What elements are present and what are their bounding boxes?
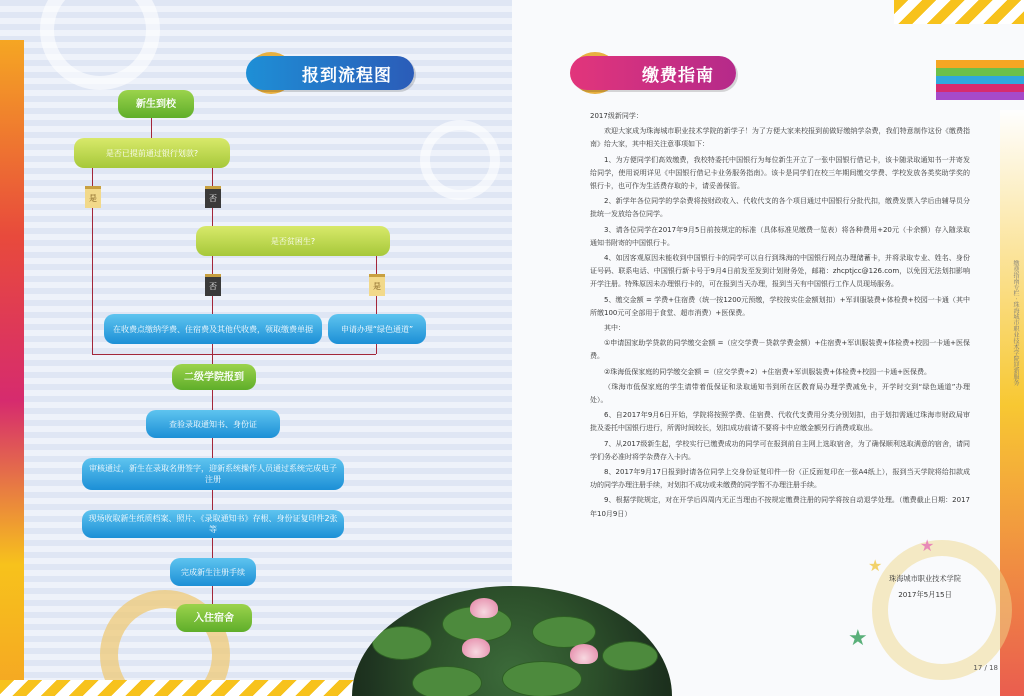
- lily-pad: [372, 626, 432, 660]
- paragraph: （珠海市低保家庭的学生请带着低保证和录取通知书到所在区教育局办理学费减免卡，开学时交到“绿色通道”办理处）。: [590, 382, 970, 405]
- paragraph: 7、从2017级新生起，学校实行已缴费成功的同学可在报到前自主网上选取宿舍，为了确保顺利选取满意的宿舍，请同学们务必准时将学杂费存入卡内。: [590, 439, 970, 461]
- star-icon: ★: [920, 536, 935, 555]
- flow-connector: [151, 118, 152, 138]
- flow-college-report: 二级学院报到: [172, 364, 256, 390]
- paragraph: 其中：: [604, 324, 625, 333]
- deco-circle: [872, 540, 1012, 680]
- section-title-registration: 报到流程图: [246, 56, 414, 90]
- lily-pad: [502, 661, 582, 696]
- flow-label-no: 否: [205, 186, 221, 208]
- paragraph: ②珠海低保家庭的同学缴交金额 =（应交学费÷2）+住宿费+军训服装费+体检费+校园一卡通+医保费。: [604, 367, 932, 376]
- page-number: 17 / 18: [973, 664, 998, 672]
- lotus-flower: [470, 598, 498, 618]
- flow-connector: [212, 390, 213, 410]
- paragraph: 欢迎大家成为珠海城市职业技术学院的新学子！为了方便大家来校报到前做好缴纳学杂费，我们特意制作这份《缴费指南》给大家，其中相关注意事项如下：: [590, 127, 970, 149]
- lotus-flower: [462, 638, 490, 658]
- paragraph: 6、自2017年9月6日开始，学院将按照学费、住宿费、代收代支费用分类分别划扣，由于划扣需通过珠海市财政局审批及委托中国银行进行，所需时间较长，划扣成功前请不要将卡中应缴金额另行消费或取出。: [590, 411, 970, 433]
- star-icon: ★: [868, 556, 883, 575]
- flow-label-yes: 是: [369, 274, 385, 296]
- flow-connector: [212, 490, 213, 510]
- paragraph: 5、缴交金额 = 学费+住宿费（统一按1200元预缴，学校按实住金额划扣）+军训服装费+体检费+校园一卡通（其中所缴100元可全部用于食堂、超市消费）+医保费。: [590, 295, 970, 317]
- signature-date: 2017年5月15日: [898, 590, 952, 599]
- flow-connector: [212, 586, 213, 604]
- flow-question-poverty: 是否贫困生?: [196, 226, 390, 256]
- flow-question-bank-transfer: 是否已提前通过银行划款?: [74, 138, 230, 168]
- greeting: 2017级新同学：: [590, 112, 643, 120]
- deco-circle: [40, 0, 160, 90]
- flow-finish-registration: 完成新生注册手续: [170, 558, 256, 586]
- paragraph: 9、根据学院规定，对在开学后四周内无正当理由不按规定缴费注册的同学将按自动退学处理。（缴费截止日期：2017年10月9日）: [590, 496, 970, 518]
- flow-electronic-register: 审核通过，新生在录取名册签字，迎新系统操作人员通过系统完成电子注册: [82, 458, 344, 490]
- flow-connector: [212, 438, 213, 458]
- lily-pad: [602, 641, 658, 671]
- flow-move-in-dorm: 入住宿舍: [176, 604, 252, 632]
- flow-start: 新生到校: [118, 90, 194, 118]
- paragraph: 3、请各位同学在2017年9月5日前按规定的标准（具体标准见缴费一览表）将各种费用+20元（卡余额）存入随录取通知书附寄的中国银行卡。: [590, 225, 970, 247]
- flow-green-channel: 申请办理“绿色通道”: [328, 314, 426, 344]
- signature-org: 珠海城市职业技术学院: [889, 574, 961, 583]
- payment-guide-body: [590, 110, 970, 523]
- star-icon: ★: [848, 626, 868, 651]
- flow-label-yes: 是: [85, 186, 101, 208]
- flow-collect-archive: 现场收取新生纸质档案、照片、《录取通知书》存根、身份证复印件2张等: [82, 510, 344, 538]
- side-note: 缴费指南专栏 · 珠海城市职业技术学院迎新服务: [1012, 260, 1019, 386]
- flow-connector: [376, 344, 377, 354]
- paragraph: 4、如因客观原因未能收到中国银行卡的同学可以自行到珠海的中国银行网点办理储蓄卡，并将录取专业、姓名、身份证号码、联系电话、中国银行新卡号于9月4日前发至发到计划财务处，邮箱：zhcptjcc@126.com，以免因无法划扣影响开学注册。特殊原因未办理银行卡的，可在报到当天办理，报到当天有中国银行工作人员现场服务。: [590, 254, 970, 289]
- flow-label-no: 否: [205, 274, 221, 296]
- paragraph: 1、为方便同学们高效缴费，我校特委托中国银行为每位新生开立了一张中国银行借记卡，该卡随录取通知书一并寄发给同学，使用说明详见《中国银行借记卡业务服务指南》。该卡是同学们在校三年期间缴交学费、学校发放各类奖助学奖的银行卡，也可作为生活费存取的卡，请妥善保管。: [590, 155, 970, 191]
- paragraph: 2、新学年各位同学的学杂费将按财政收入、代收代支的各个项目通过中国银行分批代扣，缴费发票入学后由辅导员分批统一发放给各位同学。: [590, 197, 970, 219]
- zigzag-decoration: [936, 60, 1024, 100]
- flow-pay-fees: 在收费点缴纳学费、住宿费及其他代收费，领取缴费单据: [104, 314, 322, 344]
- left-color-stripe: [0, 40, 24, 696]
- lily-pad: [412, 666, 482, 696]
- corner-stripes: [894, 0, 1024, 24]
- paragraph: ①申请国家助学贷款的同学缴交金额 =（应交学费－贷款学费金额）+住宿费+军训服装费+体检费+校园一卡通+医保费。: [590, 339, 970, 361]
- flow-connector: [212, 538, 213, 558]
- flow-check-documents: 查验录取通知书、身份证: [146, 410, 280, 438]
- section-title-payment: 缴费指南: [570, 56, 736, 90]
- lotus-flower: [570, 644, 598, 664]
- flow-connector: [92, 354, 376, 355]
- paragraph: 8、2017年9月17日报到时请各位同学上交身份证复印件一份（正反面复印在一张A4纸上），报到当天学院将给扣款成功的同学办理注册手续，对划扣不成功或未缴费的同学暂不办理注册手续。: [590, 468, 970, 490]
- deco-circle: [420, 120, 500, 200]
